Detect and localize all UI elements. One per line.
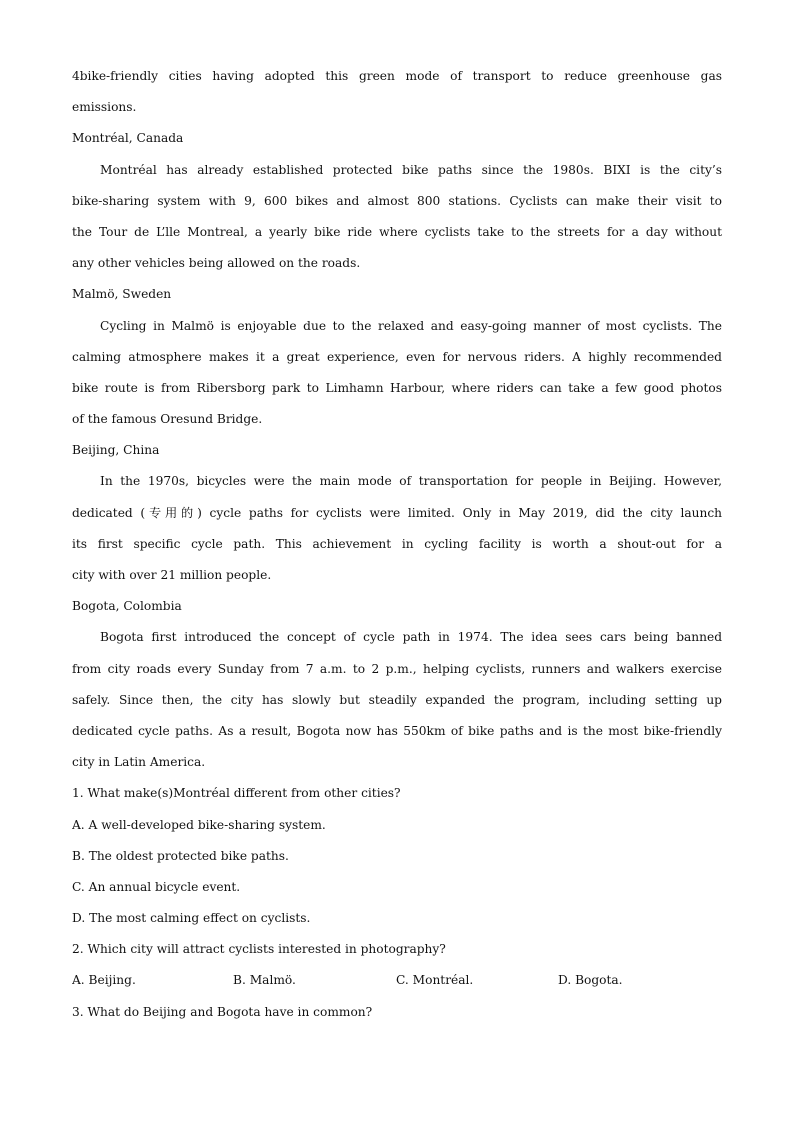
paragraph-line: city with over 21 million people. <box>72 568 272 582</box>
question-2: 2. Which city will attract cyclists interested in photography? <box>72 942 446 957</box>
section-heading-montreal: Montréal, Canada <box>72 131 184 146</box>
section-heading-bogota: Bogota, Colombia <box>72 599 182 614</box>
section-heading-malmo: Malmö, Sweden <box>72 287 172 302</box>
paragraph-line: Bogota first introduced the concept of cycle path in 1974. The idea sees cars being banned <box>100 630 722 645</box>
intro-line: emissions. <box>72 100 137 115</box>
section-heading-beijing: Beijing, China <box>72 443 160 458</box>
paragraph-line: any other vehicles being allowed on the roads. <box>72 256 361 271</box>
intro-line: 4bike-friendly cities having adopted this green mode of transport to reduce greenhouse gas <box>72 69 722 83</box>
paragraph-line: In the 1970s, bicycles were the main mode of transportation for people in Beijing. However, <box>100 474 722 489</box>
q2-option-a: A. Beijing. <box>72 973 136 988</box>
q2-option-d: D. Bogota. <box>558 973 623 988</box>
paragraph-line: the Tour de L’lle Montreal, a yearly bike ride where cyclists take to the streets for a day without <box>72 224 722 239</box>
q1-option-b: B. The oldest protected bike paths. <box>72 848 289 863</box>
paragraph-line: dedicated cycle paths. As a result, Bogota now has 550km of bike paths and is the most bike-friendly <box>72 723 722 738</box>
q1-option-c: C. An annual bicycle event. <box>72 879 241 894</box>
paragraph-line: its first specific cycle path. This achievement in cycling facility is worth a shout-out for a <box>72 536 722 551</box>
paragraph-line: calming atmosphere makes it a great experience, even for nervous riders. A highly recommended <box>72 349 722 364</box>
question-1: 1. What make(s)Montréal different from other cities? <box>72 786 401 801</box>
q2-option-b: B. Malmö. <box>233 973 296 988</box>
paragraph-line: bike-sharing system with 9, 600 bikes and almost 800 stations. Cyclists can make their visit to <box>72 193 722 208</box>
q2-options-row <box>72 965 722 996</box>
q1-option-a: A. A well-developed bike-sharing system. <box>72 817 326 832</box>
paragraph-line: Cycling in Malmö is enjoyable due to the relaxed and easy-going manner of most cyclists. The <box>100 318 722 333</box>
q1-option-d: D. The most calming effect on cyclists. <box>72 911 311 926</box>
paragraph-line: from city roads every Sunday from 7 a.m. to 2 p.m., helping cyclists, runners and walkers exercise <box>72 661 722 676</box>
document-body <box>72 61 722 1028</box>
question-3: 3. What do Beijing and Bogota have in common? <box>72 1004 373 1019</box>
paragraph-line: Montréal has already established protected bike paths since the 1980s. BIXI is the city’s <box>100 162 722 177</box>
paragraph-line: city in Latin America. <box>72 755 206 770</box>
paragraph-line: bike route is from Ribersborg park to Limhamn Harbour, where riders can take a few good photos <box>72 380 722 395</box>
paragraph-line: of the famous Oresund Bridge. <box>72 412 263 427</box>
paragraph-line: safely. Since then, the city has slowly but steadily expanded the program, including setting up <box>72 692 722 707</box>
paragraph-line: dedicated (专用的) cycle paths for cyclists were limited. Only in May 2019, did the city launch <box>72 505 722 520</box>
q2-option-c: C. Montréal. <box>396 973 474 988</box>
